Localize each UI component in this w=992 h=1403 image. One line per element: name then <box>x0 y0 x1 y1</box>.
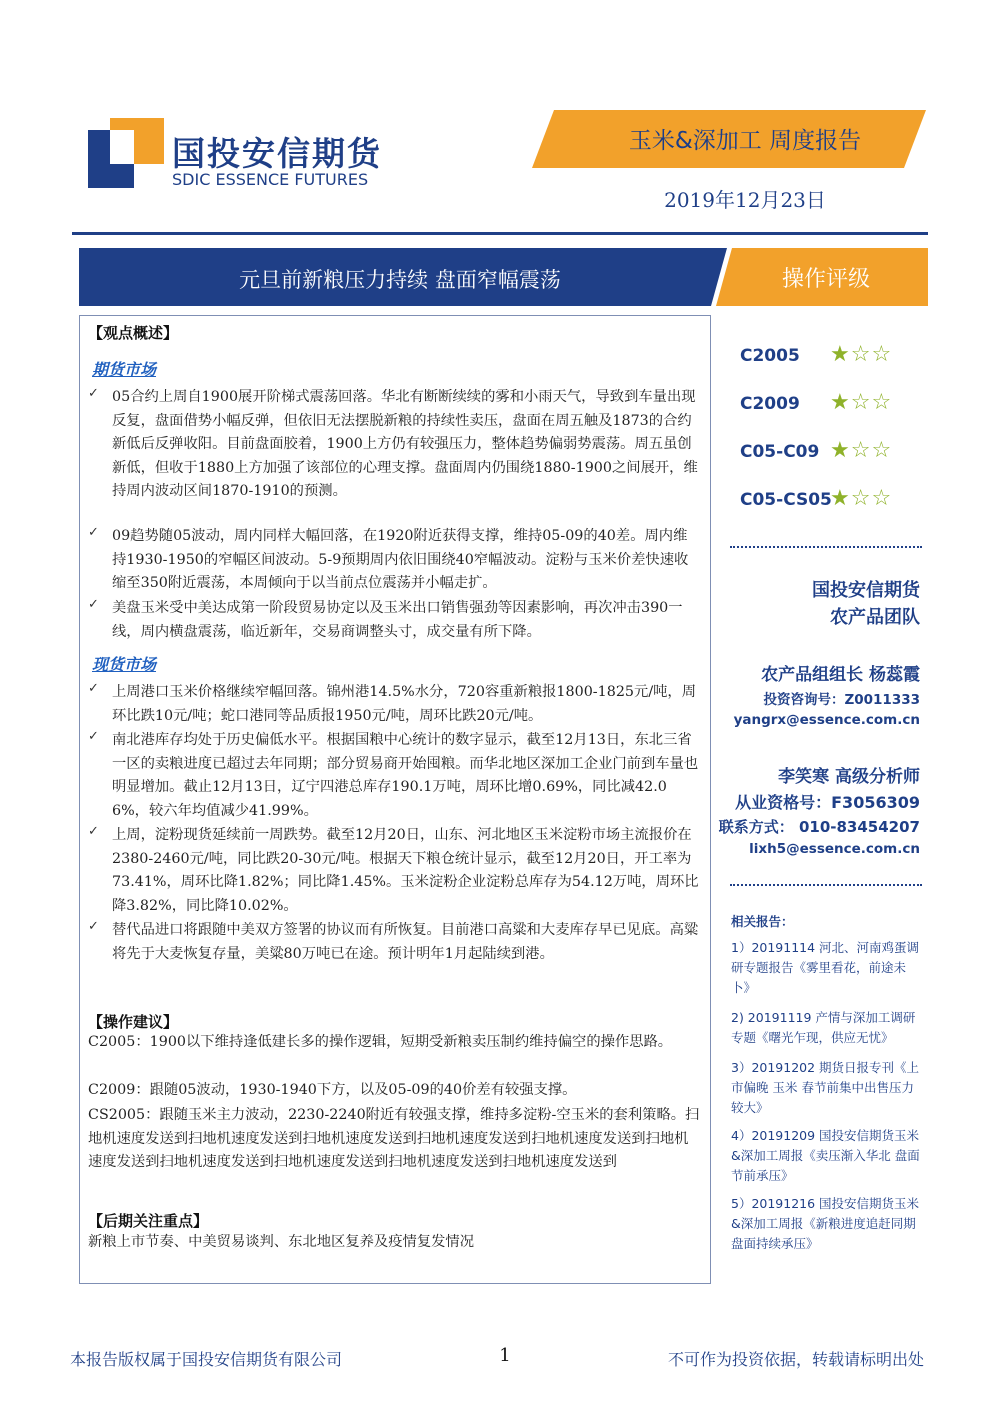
analyst2-email[interactable]: lixh5@essence.com.cn <box>749 841 920 857</box>
futures-market-heading: 期货市场 <box>92 360 157 379</box>
sidebar-divider-2 <box>730 884 922 886</box>
analyst1-title: 农产品组组长 杨蕊霞 <box>761 665 920 685</box>
focus-text: 新粮上市节奏、中美贸易谈判、东北地区复养及疫情复发情况 <box>88 1234 475 1250</box>
related-report-5[interactable]: 5）20191216 国投安信期货玉米&深加工周报《新粮进度追赶同期 盘面持续承压》 <box>731 1196 920 1251</box>
rating-title: 操作评级 <box>781 267 870 292</box>
futures-bullet-1: ✓ 05合约上周自1900展开阶梯式震荡回落。华北有断断续续的雾和小雨天气，导致到车量出现反复，盘面借势小幅反弹，但依旧无法摆脱新粮的持续性卖压，盘面在周五触及1873的合约新低后反弹收阳。目前盘面胶着，1900上方仍有较强压力，整体趋势偏弱势震荡。周五虽创新低，但收于1880上方加强了该部位的心理支撑。盘面周内仍围绕1880-1900之间展开，维持周内波动区间1870-1910的预测。 <box>88 386 698 499</box>
check-icon: ✓ <box>88 824 99 839</box>
check-icon: ✓ <box>88 919 99 934</box>
spot-bullet-4: ✓ 替代品进口将跟随中美双方签署的协议而有所恢复。目前港口高粱和大麦库存早已见底。高粱将先于大麦恢复存量，美粱80万吨已在途。预计明年1月起陆续到港。 <box>88 919 699 962</box>
analyst1-license: 投资咨询号：Z0011333 <box>763 692 920 708</box>
spot-market-heading: 现货市场 <box>92 655 157 674</box>
team-name: 农产品团队 <box>830 607 920 628</box>
related-reports-heading: 相关报告： <box>731 914 794 929</box>
report-date: 2019年12月23日 <box>664 188 826 212</box>
focus-heading: 【后期关注重点】 <box>88 1212 209 1230</box>
footer-disclaimer: 不可作为投资依据，转载请标明出处 <box>667 1350 924 1369</box>
footer-copyright: 本报告版权属于国投安信期货有限公司 <box>70 1350 343 1369</box>
report-type-title: 玉米&深加工 周度报告 <box>628 128 862 154</box>
spot-bullet-1: ✓ 上周港口玉米价格继续窄幅回落。锦州港14.5%水分，720容重新粮报1800-1825元/吨，周环比跌10元/吨；蛇口港同等品质报1950元/吨，周环比跌20元/吨。 <box>88 681 697 724</box>
spot-bullet-3: ✓ 上周，淀粉现货延续前一周跌势。截至12月20日，山东、河北地区玉米淀粉市场主流报价在2380-2460元/吨，同比跌20-30元/吨。根据天下粮仓统计显示，截至12月20日，开工率为73.41%，周环比降1.82%；同比降1.45%。玉米淀粉企业淀粉总库存为54.12万吨，周环比降3.82%，同比降10.02%。 <box>88 824 699 914</box>
related-report-1[interactable]: 1）20191114 河北、河南鸡蛋调研专题报告《雾里看花，前途未卜》 <box>731 940 920 995</box>
rating-code-c05-cs05: C05-CS05 <box>740 490 832 510</box>
rating-stars-c2009: ★☆☆ <box>830 390 893 415</box>
advice-c2005: C2005：1900以下维持逢低建长多的操作逻辑，短期受新粮卖压制约维持偏空的操作思路。 <box>88 1034 673 1050</box>
main-title: 元旦前新粮压力持续 盘面窄幅震荡 <box>239 268 561 292</box>
analyst2-title: 李笑寒 高级分析师 <box>778 767 920 787</box>
related-report-4[interactable]: 4）20191209 国投安信期货玉米&深加工周报《卖压渐入华北 盘面节前承压》 <box>731 1128 920 1183</box>
analyst2-contact: 联系方式： 010-83454207 <box>718 818 920 836</box>
advice-heading: 【操作建议】 <box>88 1013 179 1031</box>
page-number: 1 <box>499 1345 511 1366</box>
rating-stars-c05-cs05: ★☆☆ <box>830 486 893 511</box>
sidebar-divider-1 <box>730 546 922 548</box>
rating-stars-c2005: ★☆☆ <box>830 342 893 367</box>
check-icon: ✓ <box>88 386 99 401</box>
rating-code-c2005: C2005 <box>740 346 800 366</box>
analyst2-license: 从业资格号：F3056309 <box>735 793 920 812</box>
advice-cs2005: CS2005：跟随玉米主力波动，2230-2240附近有较强支撑，维持多淀粉-空玉米的套利策略。扫地机速度发送到扫地机速度发送到扫地机速度发送到扫地机速度发送到扫地机速度发送到扫地机速度发送到扫地机速度发送到扫地机速度发送到扫地机速度发送到扫地机速度发送到 <box>88 1107 700 1170</box>
company-logo-en: SDIC ESSENCE FUTURES <box>172 170 369 189</box>
rating-code-c2009: C2009 <box>740 394 800 414</box>
check-icon: ✓ <box>88 597 99 612</box>
advice-c2009: C2009：跟随05波动，1930-1940下方，以及05-09的40价差有较强支撑。 <box>88 1082 577 1098</box>
analyst1-email[interactable]: yangrx@essence.com.cn <box>733 712 920 728</box>
check-icon: ✓ <box>88 729 99 744</box>
company-logo-mark <box>88 118 164 188</box>
check-icon: ✓ <box>88 525 99 540</box>
overview-heading: 【观点概述】 <box>88 324 179 342</box>
related-report-3[interactable]: 3）20191202 期货日报专刊《上市偏晚 玉米 春节前集中出售压力较大》 <box>731 1060 920 1115</box>
team-company: 国投安信期货 <box>812 580 920 601</box>
header-divider <box>72 232 928 235</box>
spot-bullet-2: ✓ 南北港库存均处于历史偏低水平。根据国粮中心统计的数字显示，截至12月13日，东北三省一区的卖粮进度已超过去年同期；部分贸易商开始囤粮。而华北地区深加工企业门前到车量也明显增加。截止12月13日，辽宁四港总库存190.1万吨，周环比增0.69%，同比减42.06%，较六年均值减少41.99%。 <box>88 729 699 819</box>
related-report-2[interactable]: 2) 20191119 产情与深加工调研专题《曙光乍现，供应无忧》 <box>731 1010 916 1045</box>
rating-stars-c05-c09: ★☆☆ <box>830 438 893 463</box>
rating-code-c05-c09: C05-C09 <box>740 442 820 462</box>
futures-bullet-2: ✓ 09趋势随05波动，周内同样大幅回落，在1920附近获得支撑，维持05-09的40差。周内维持1930-1950的窄幅区间波动。5-9预期周内依旧围绕40窄幅波动。淀粉与玉米价差快速收缩至350附近震荡，本周倾向于以当前点位震荡并小幅走扩。 <box>88 525 689 591</box>
company-logo-cn: 国投安信期货 <box>172 134 382 173</box>
check-icon: ✓ <box>88 681 99 696</box>
futures-bullet-3: ✓ 美盘玉米受中美达成第一阶段贸易协定以及玉米出口销售强劲等因素影响，再次冲击390一线，周内横盘震荡，临近新年，交易商调整头寸，成交量有所下降。 <box>88 597 683 640</box>
